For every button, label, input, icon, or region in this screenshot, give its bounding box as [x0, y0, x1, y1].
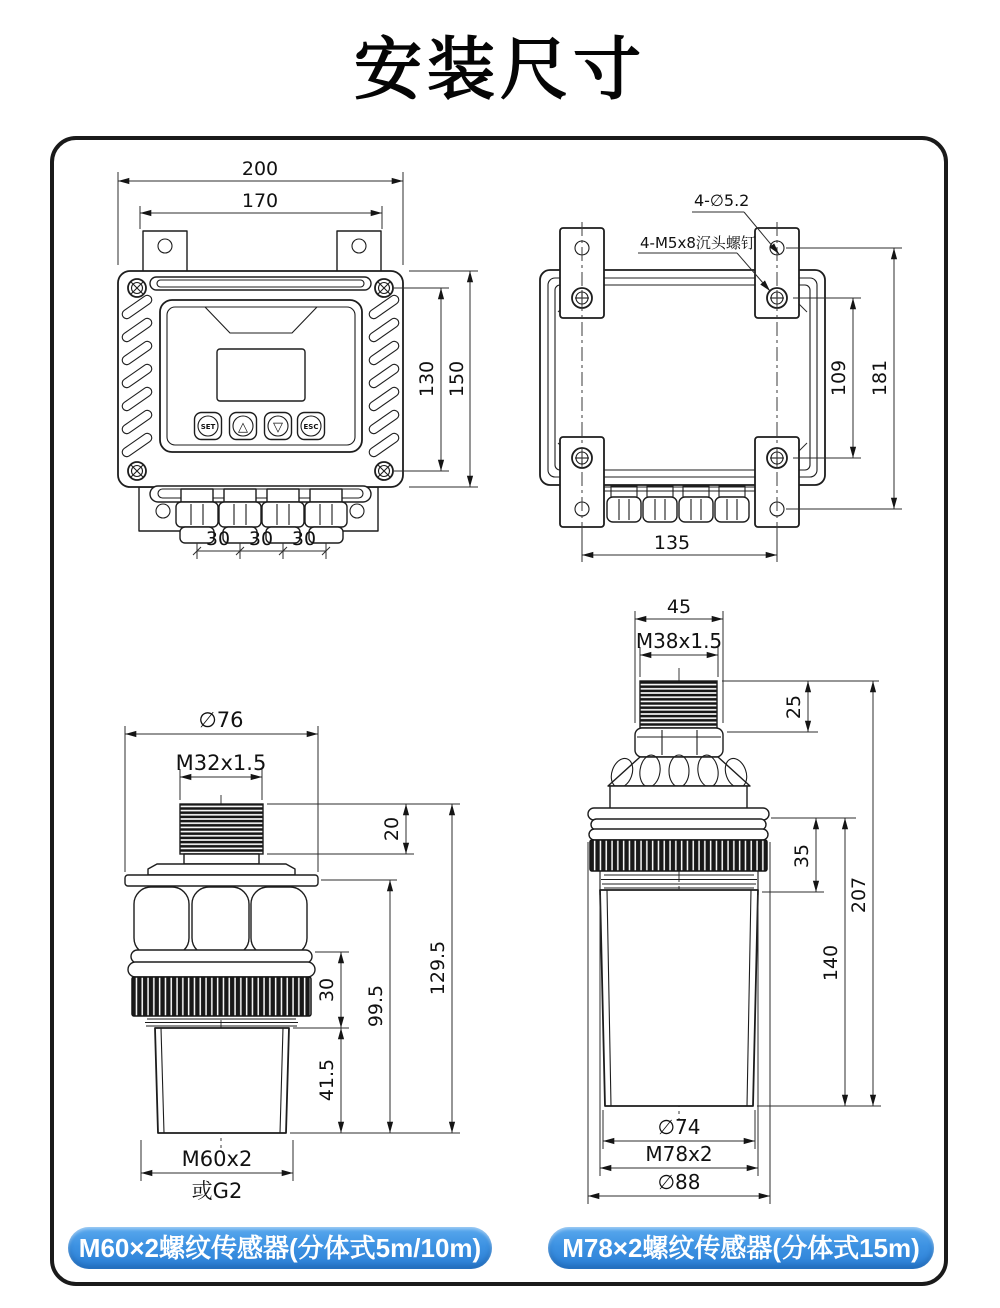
flange-88 — [588, 808, 769, 820]
dim-gland-pitch-2: 30 — [248, 528, 274, 550]
callout-hole-size: 4-∅5.2 — [694, 191, 750, 210]
dim-gland-pitch-3: 30 — [291, 528, 317, 550]
dim-horn: 41.5 — [316, 1058, 338, 1102]
down-button — [265, 413, 292, 440]
dim-thread-main: M78x2 — [645, 1142, 713, 1166]
page-title: 安装尺寸 — [353, 31, 646, 110]
set-button-label: SET — [200, 423, 216, 431]
dim-hole-pitch-h: 135 — [653, 532, 691, 554]
dim-width-tabs: 170 — [241, 190, 279, 212]
dim-width-outer: 200 — [241, 158, 279, 180]
set-button — [195, 413, 222, 440]
esc-button-label: ESC — [303, 423, 319, 431]
transducer-horn — [155, 1028, 289, 1133]
dim-total: 207 — [848, 876, 870, 914]
dim-knurl: 30 — [316, 977, 338, 1003]
dim-thread-top: M32x1.5 — [175, 751, 267, 775]
thread-m32 — [180, 804, 263, 854]
hex-nut — [134, 887, 307, 955]
dim-height-screws: 130 — [416, 360, 438, 398]
dim-thread-main: M60x2 — [181, 1147, 253, 1171]
dim-hole-pitch-v: 181 — [869, 359, 891, 397]
dim-thread-top-len: 25 — [783, 694, 805, 720]
dim-gland-pitch-1: 30 — [205, 528, 231, 550]
caption-left-badge: M60×2螺纹传感器(分体式5m/10m) — [68, 1227, 492, 1269]
knurled-ring — [590, 840, 767, 871]
dim-ring: 35 — [791, 843, 813, 869]
dim-body: 140 — [820, 944, 842, 982]
screw-icon — [375, 462, 393, 480]
screw-icon — [128, 279, 146, 297]
dim-top-width: 45 — [666, 596, 692, 618]
dim-thread-alt: 或G2 — [191, 1179, 243, 1203]
dim-total: 129.5 — [427, 940, 449, 996]
dim-thread-top-len: 20 — [381, 816, 403, 842]
lcd-display — [217, 349, 305, 401]
up-button — [230, 413, 257, 440]
controller-rear-view — [540, 191, 902, 562]
down-icon: ▽ — [273, 420, 283, 435]
mounting-tab-top-left — [143, 231, 187, 273]
esc-button — [298, 413, 325, 440]
sensor-m78-view — [588, 596, 881, 1204]
screw-icon — [375, 279, 393, 297]
dim-lower: 99.5 — [365, 984, 387, 1028]
dim-screw-pitch-v: 109 — [828, 359, 850, 397]
dim-flange-dia: ∅76 — [198, 708, 244, 732]
sensor-body — [600, 890, 758, 1106]
dim-height-body: 150 — [446, 360, 468, 398]
knurled-ring — [132, 977, 311, 1016]
mounting-tab-top-right — [337, 231, 381, 273]
callout-screw-type: 4-M5x8沉头螺钉 — [640, 234, 756, 252]
flange-76 — [125, 875, 318, 886]
screw-icon — [128, 462, 146, 480]
dim-flange-dia: ∅88 — [657, 1170, 701, 1194]
thread-m38 — [640, 681, 717, 728]
hex-nut — [635, 728, 723, 757]
dim-thread-top: M38x1.5 — [635, 629, 723, 653]
dim-body-dia: ∅74 — [657, 1115, 701, 1139]
caption-right-badge: M78×2螺纹传感器(分体式15m) — [548, 1227, 934, 1269]
sensor-m60-view — [125, 708, 460, 1203]
up-icon: △ — [238, 420, 248, 435]
controller-front-view — [118, 158, 478, 559]
